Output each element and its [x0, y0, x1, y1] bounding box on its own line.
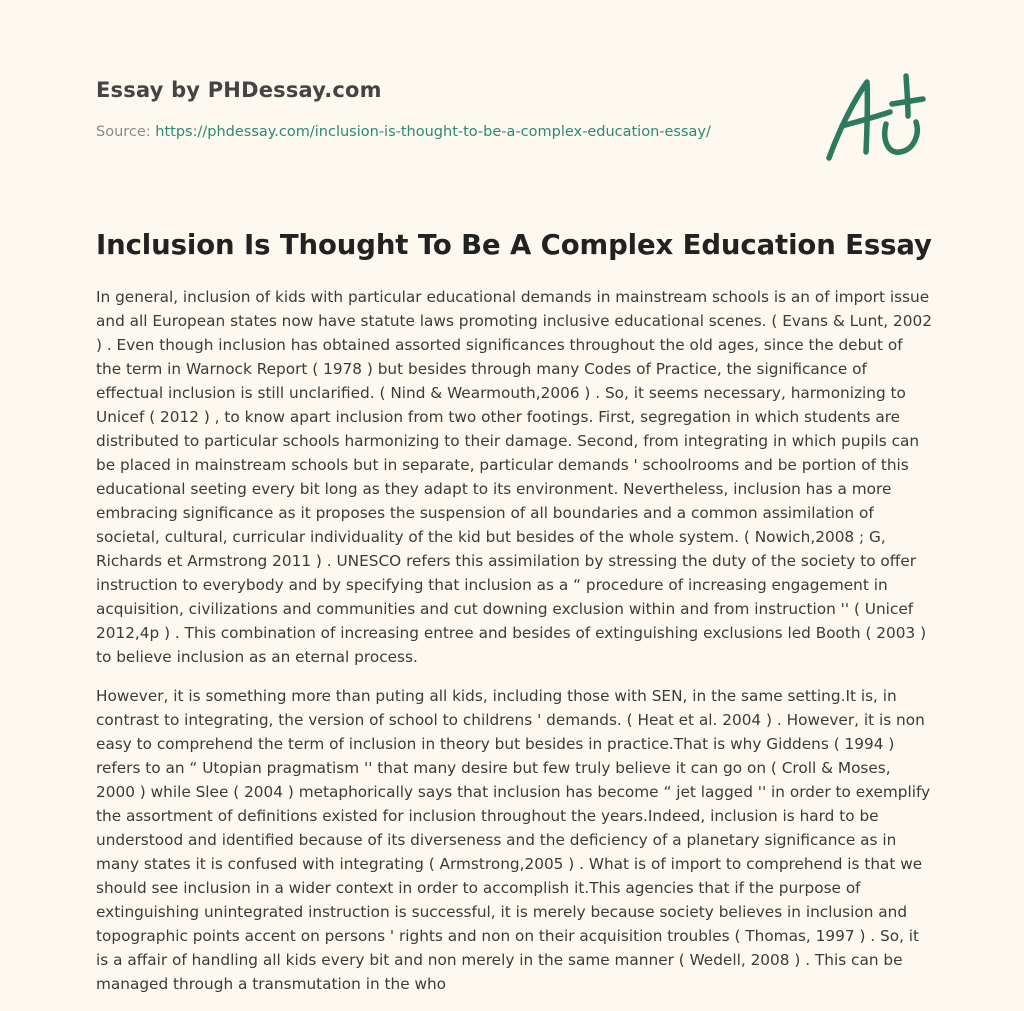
source-label: Source:	[96, 124, 156, 140]
a-plus-grade-icon	[822, 66, 930, 166]
source-line	[96, 122, 796, 142]
page-header	[96, 76, 796, 142]
essay-title: Inclusion Is Thought To Be A Complex Education Essay	[96, 229, 932, 261]
essay-paragraph: However, it is something more than puting all kids, including those with SEN, in the same setting.It is, in contrast to integrating, the version of school to childrens ' demands. ( Heat et al. 2004 ) . However, it is non easy to comprehend the term of inclusion in theory but besides in practice.That is why Giddens ( 1994 ) refers to an “ Utopian pragmatism '' that many desire but few truly believe it can go on ( Croll & Moses, 2000 ) while Slee ( 2004 ) metaphorically says that inclusion has become “ jet lagged '' in order to exemplify the assortment of definitions existed for inclusion throughout the years.Indeed, inclusion is hard to be understood and identified because of its diverseness and the deficiency of a planetary significance as in many states it is confused with integrating ( Armstrong,2005 ) . What is of import to comprehend is that we should see inclusion in a wider context in order to accomplish it.This agencies that if the purpose of extinguishing unintegrated instruction is successful, it is merely because society believes in inclusion and topographic points accent on persons ' rights and non on their acquisition troubles ( Thomas, 1997 ) . So, it is a affair of handling all kids every bit and non merely in the same manner ( Wedell, 2008 ) . This can be managed through a transmutation in the who	[96, 687, 931, 993]
essay-body	[96, 285, 932, 1011]
essay-paragraph: In general, inclusion of kids with particular educational demands in mainstream schools is an of import issue and all European states now have statute laws promoting inclusive educational scenes. ( Evans & Lunt, 2002 ) . Even though inclusion has obtained assorted significances throughout the old ages, since the debut of the term in Warnock Report ( 1978 ) but besides through many Codes of Practice, the significance of effectual inclusion is still unclarified. ( Nind & Wearmouth,2006 ) . So, it seems necessary, harmonizing to Unicef ( 2012 ) , to know apart inclusion from two other footings. First, segregation in which students are distributed to particular schools harmonizing to their damage. Second, from integrating in which pupils can be placed in mainstream schools but in separate, particular demands ' schoolrooms and be portion of this educational seeting every bit long as they adapt to its environment. Nevertheless, inclusion has a more embracing significance as it proposes the suspension of all boundaries and a common assimilation of societal, cultural, curricular individuality of the kid but besides of the whole system. ( Nowich,2008 ; G, Richards et Armstrong 2011 ) . UNESCO refers this assimilation by stressing the duty of the society to offer instruction to everybody and by specifying that inclusion as a “ procedure of increasing engagement in acquisition, civilizations and communities and cut downing exclusion within and from instruction '' ( Unicef 2012,4p ) . This combination of increasing entree and besides of extinguishing exclusions led Booth ( 2003 ) to believe inclusion as an eternal process.	[96, 288, 932, 666]
source-link[interactable]: https://phdessay.com/inclusion-is-thought-to-be-a-complex-education-essay/	[155, 124, 711, 140]
site-title: Essay by PHDessay.com	[96, 78, 382, 102]
